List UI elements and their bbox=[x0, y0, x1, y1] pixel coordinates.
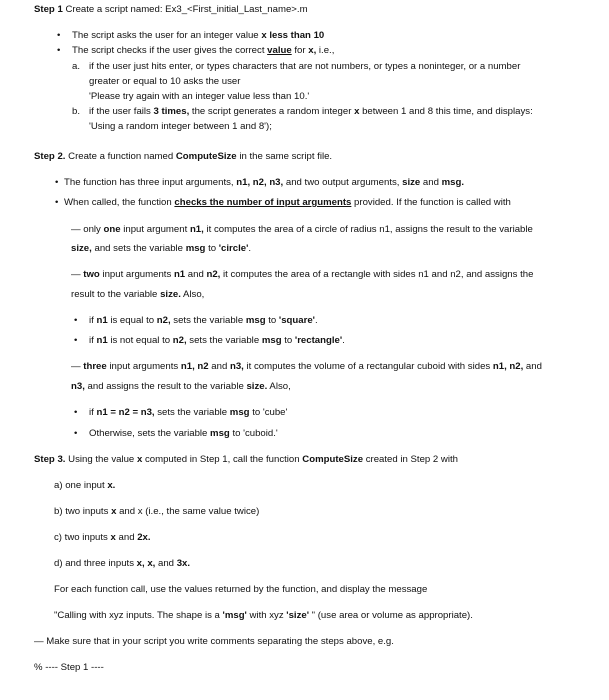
step3-message: "Calling with xyz inputs. The shape is a 'msg' with xyz 'size' " (use area or volume as appropriate). bbox=[54, 610, 473, 621]
step3-item-c: c) two inputs x and 2x. bbox=[54, 532, 151, 543]
step1-bullet2: The script checks if the user gives the correct value for x, i.e., bbox=[72, 45, 335, 56]
step2-title: Create a function named ComputeSize in the same script file. bbox=[68, 151, 333, 162]
step1-sub-a-line2: greater or equal to 10 asks the user bbox=[89, 76, 241, 87]
bullet-icon: • bbox=[74, 335, 78, 346]
bullet-icon: • bbox=[57, 45, 61, 56]
step2-two-bullet2: if n1 is not equal to n2, sets the variable msg to 'rectangle'. bbox=[89, 335, 345, 346]
step1-sub-b-marker: b. bbox=[72, 106, 81, 117]
step3-title: Using the value x computed in Step 1, call the function ComputeSize created in Step 2 with bbox=[68, 454, 458, 465]
step2-three-line1: — three input arguments n1, n2 and n3, it computes the volume of a rectangular cuboid with sides n1, n2, and bbox=[71, 361, 542, 372]
step2-two-bullet1: if n1 is equal to n2, sets the variable msg to 'square'. bbox=[89, 315, 318, 326]
step2-three-line2: n3, and assigns the result to the variable size. Also, bbox=[71, 381, 291, 392]
step2-bullet2: When called, the function checks the number of input arguments provided. If the function is called with bbox=[64, 197, 511, 208]
step2-three-bullet1: if n1 = n2 = n3, sets the variable msg to 'cube' bbox=[89, 407, 288, 418]
step3-item-a: a) one input x. bbox=[54, 480, 116, 491]
step3-title-line bbox=[34, 454, 458, 466]
step2-two-line2: result to the variable size. Also, bbox=[71, 289, 205, 300]
step2-three-bullet2: Otherwise, sets the variable msg to 'cuboid.' bbox=[89, 428, 278, 439]
step2-one-line2: size, and sets the variable msg to 'circle'. bbox=[71, 243, 252, 254]
step2-two-line1: — two input arguments n1 and n2, it computes the area of a rectangle with sides n1 and n2, and assigns the bbox=[71, 269, 534, 280]
step1-sub-a-line1: if the user just hits enter, or types characters that are not numbers, or types a noninteger, or a number bbox=[89, 61, 521, 72]
step1-title: Create a script named: Ex3_<First_initial_Last_name>.m bbox=[65, 4, 308, 15]
step2-bullet1: The function has three input arguments, n1, n2, n3, and two output arguments, size and msg. bbox=[64, 177, 465, 188]
step1-sub-b-line2: 'Using a random integer between 1 and 8'); bbox=[89, 121, 272, 132]
step2-heading: Step 2. bbox=[34, 151, 66, 162]
step1-sub-a-line3: 'Please try again with an integer value less than 10.' bbox=[89, 91, 310, 102]
step3-heading: Step 3. bbox=[34, 454, 66, 465]
step3-comment-example: % ---- Step 1 ---- bbox=[34, 662, 104, 673]
step1-title-line bbox=[34, 4, 308, 16]
step1-bullet1: The script asks the user for an integer value x less than 10 bbox=[72, 30, 325, 41]
step3-for-each: For each function call, use the values returned by the function, and display the message bbox=[54, 584, 428, 595]
bullet-icon: • bbox=[74, 428, 78, 439]
step1-heading: Step 1 bbox=[34, 4, 63, 15]
step3-item-d: d) and three inputs x, x, and 3x. bbox=[54, 558, 191, 569]
step2-title-line bbox=[34, 151, 332, 163]
bullet-icon: • bbox=[55, 197, 59, 208]
bullet-icon: • bbox=[55, 177, 59, 188]
bullet-icon: • bbox=[57, 30, 61, 41]
step1-sub-a-marker: a. bbox=[72, 61, 81, 72]
bullet-icon: • bbox=[74, 407, 78, 418]
step1-sub-b-line1: if the user fails 3 times, the script generates a random integer x between 1 and 8 this time, and displays: bbox=[89, 106, 533, 117]
bullet-icon: • bbox=[74, 315, 78, 326]
step3-note: — Make sure that in your script you write comments separating the steps above, e.g. bbox=[34, 636, 394, 647]
step3-item-b: b) two inputs x and x (i.e., the same value twice) bbox=[54, 506, 260, 517]
step2-one-line1: — only one input argument n1, it computes the area of a circle of radius n1, assigns the result to the variable bbox=[71, 224, 533, 235]
